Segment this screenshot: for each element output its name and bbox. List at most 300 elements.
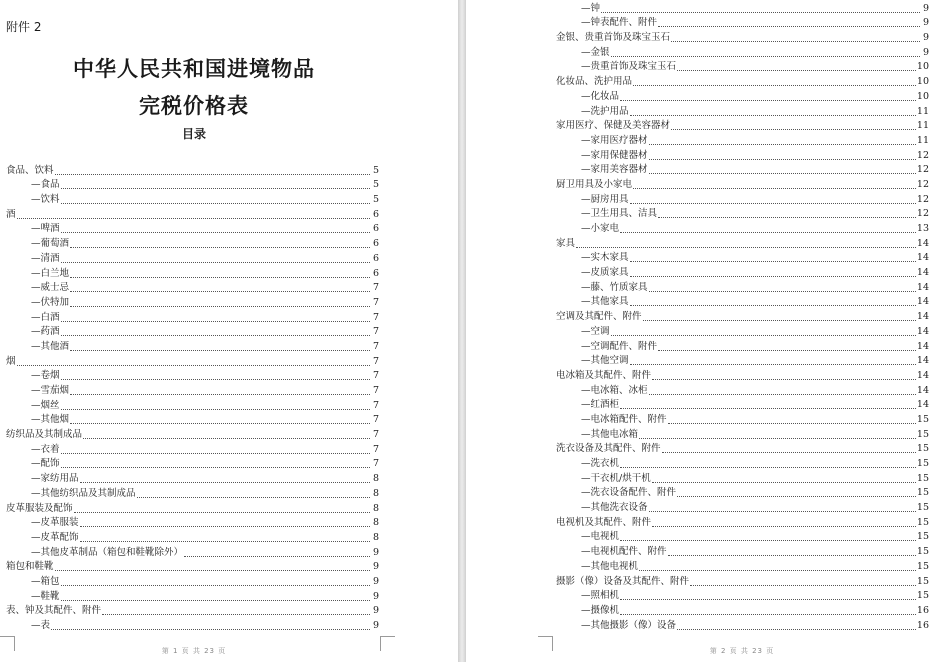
toc-dot-leader <box>620 232 916 233</box>
toc-entry[interactable] <box>556 309 929 324</box>
toc-entry-label: 烟 <box>6 355 16 367</box>
toc-entry[interactable] <box>556 574 929 589</box>
toc-subentry[interactable] <box>6 383 379 398</box>
toc-dot-leader <box>611 335 916 336</box>
toc-subentry[interactable] <box>556 456 929 471</box>
toc-entry-label: —药酒 <box>31 326 60 338</box>
toc-page-number: 14 <box>916 237 929 249</box>
toc-entry-label: 厨卫用具及小家电 <box>556 178 633 190</box>
toc-dot-leader <box>620 467 916 468</box>
toc-subentry[interactable] <box>556 559 929 574</box>
toc-dot-leader <box>668 423 916 424</box>
toc-dot-leader <box>61 409 370 410</box>
toc-subentry[interactable] <box>6 295 379 310</box>
document-title-line1: 中华人民共和国进境物品 <box>73 57 315 81</box>
toc-page-number: 15 <box>916 531 929 543</box>
toc-page-number: 7 <box>372 311 379 323</box>
toc-subentry[interactable] <box>556 471 929 486</box>
toc-entry-label: —其他摄影（像）设备 <box>581 619 677 631</box>
toc-page-number: 14 <box>916 355 929 367</box>
toc-entry-label: —其他烟 <box>31 414 70 426</box>
toc-dot-leader <box>70 423 370 424</box>
toc-entry-label: —洗衣机 <box>581 458 620 469</box>
toc-entry-label: —其他电冰箱 <box>581 428 639 440</box>
toc-entry-label: —皮革配饰 <box>31 531 79 543</box>
toc-page-number: 6 <box>372 208 379 220</box>
page-corner-mark <box>0 636 15 651</box>
toc-subentry[interactable] <box>556 89 929 104</box>
toc-entry-label: 金银、贵重首饰及珠宝玉石 <box>556 32 671 44</box>
toc-entry-label: 摄影（像）设备及其配件、附件 <box>556 575 690 587</box>
toc-subentry[interactable] <box>6 471 379 486</box>
toc-entry-label: 酒 <box>6 208 16 220</box>
toc-dot-leader <box>61 203 370 204</box>
toc-entry-label: —照相机 <box>581 590 620 602</box>
page-footer: 第 1 页 共 23 页 <box>161 647 227 655</box>
toc-page-number: 14 <box>916 252 929 264</box>
toc-entry-label: —其他纺织品及其制成品 <box>31 487 136 499</box>
toc-dot-leader <box>70 394 370 395</box>
toc-page-number: 15 <box>916 413 929 425</box>
toc-entry-label: 家具 <box>556 237 576 249</box>
toc-page-number: 9 <box>922 46 929 58</box>
toc-entry-label: —金银 <box>581 46 610 58</box>
toc-entry[interactable] <box>556 236 929 251</box>
toc-dot-leader <box>639 438 916 439</box>
toc-entry-label: —表 <box>31 620 51 631</box>
toc-entry-label: —其他电视机 <box>581 560 639 572</box>
toc-page-number: 7 <box>372 414 379 426</box>
toc-dot-leader <box>630 305 916 306</box>
toc-dot-leader <box>80 482 370 483</box>
toc-page-number: 7 <box>372 296 379 308</box>
toc-page-number: 12 <box>916 164 929 176</box>
toc-dot-leader <box>17 365 370 366</box>
toc-subentry[interactable] <box>556 618 929 633</box>
toc-dot-leader <box>61 467 370 468</box>
toc-dot-leader <box>17 218 370 219</box>
attachment-label: 附件 2 <box>6 20 42 34</box>
toc-entry-label: —电冰箱、冰柜 <box>581 384 648 396</box>
toc-page-number: 14 <box>916 267 929 279</box>
toc-page-number: 10 <box>916 90 929 102</box>
toc-subentry[interactable] <box>6 398 379 413</box>
page-footer: 第 2 页 共 23 页 <box>709 647 775 655</box>
toc-dot-leader <box>649 144 916 145</box>
toc-entry-label: 箱包和鞋靴 <box>6 561 54 573</box>
toc-dot-leader <box>630 115 916 116</box>
toc-subentry[interactable] <box>6 457 379 472</box>
toc-entry-label: —雪茄烟 <box>31 385 70 396</box>
document-page-1 <box>0 0 458 662</box>
toc-page-number: 9 <box>372 575 379 587</box>
toc-entry-label: —洗护用品 <box>581 105 629 117</box>
toc-dot-leader <box>649 291 916 292</box>
toc-dot-leader <box>70 277 370 278</box>
toc-subentry[interactable] <box>6 369 379 384</box>
toc-subentry[interactable] <box>6 236 379 251</box>
toc-subentry[interactable] <box>6 251 379 266</box>
toc-dot-leader <box>658 26 920 27</box>
toc-page-number: 10 <box>916 76 929 88</box>
toc-entry-label: —葡萄酒 <box>31 238 70 250</box>
toc-page-number: 9 <box>372 590 379 602</box>
toc-entry-label: —家用保健器材 <box>581 149 648 161</box>
toc-entry[interactable] <box>6 354 379 369</box>
toc-dot-leader <box>611 56 920 57</box>
toc-entry-label: —电冰箱配件、附件 <box>581 413 667 425</box>
toc-subentry[interactable] <box>6 574 379 589</box>
toc-entry[interactable] <box>556 177 929 192</box>
toc-page-number: 12 <box>916 193 929 205</box>
toc-entry-label: —食品 <box>31 179 60 191</box>
toc-entry[interactable] <box>6 163 379 178</box>
toc-dot-leader <box>620 599 916 600</box>
toc-dot-leader <box>633 85 916 86</box>
toc-entry-label: —啤酒 <box>31 223 60 235</box>
toc-page-number: 15 <box>916 458 929 469</box>
toc-subentry[interactable] <box>6 192 379 207</box>
toc-page-number: 7 <box>372 370 379 382</box>
toc-subentry[interactable] <box>556 295 929 310</box>
toc-subentry[interactable] <box>6 339 379 354</box>
toc-entry[interactable] <box>556 119 929 134</box>
toc-page-number: 15 <box>916 546 929 558</box>
toc-dot-leader <box>80 526 370 527</box>
toc-entry-label: 食品、饮料 <box>6 164 54 176</box>
toc-subentry[interactable] <box>556 207 929 222</box>
toc-page-number: 15 <box>916 575 929 587</box>
toc-dot-leader <box>633 188 916 189</box>
page-corner-mark <box>380 636 395 651</box>
toc-page-number: 5 <box>372 194 379 206</box>
toc-page-number: 15 <box>916 443 929 455</box>
toc-page-number: 14 <box>916 325 929 337</box>
toc-subentry[interactable] <box>6 281 379 296</box>
toc-subentry[interactable] <box>556 398 929 413</box>
toc-subentry[interactable] <box>556 486 929 501</box>
table-of-contents-page2 <box>556 1 929 633</box>
toc-dot-leader <box>662 452 916 453</box>
toc-entry-label: —家用医疗器材 <box>581 134 648 146</box>
toc-entry[interactable] <box>556 74 929 89</box>
toc-entry-label: 表、钟及其配件、附件 <box>6 605 102 617</box>
toc-subentry[interactable] <box>6 325 379 340</box>
toc-subentry[interactable] <box>6 545 379 560</box>
toc-dot-leader <box>61 585 370 586</box>
toc-entry[interactable] <box>556 442 929 457</box>
toc-entry[interactable] <box>6 560 379 575</box>
toc-dot-leader <box>620 408 916 409</box>
toc-entry-label: —卫生用具、洁具 <box>581 208 658 220</box>
toc-subentry[interactable] <box>6 530 379 545</box>
toc-entry[interactable] <box>556 515 929 530</box>
toc-entry-label: —威士忌 <box>31 282 70 294</box>
toc-entry-label: —配饰 <box>31 458 60 470</box>
toc-page-number: 9 <box>922 32 929 44</box>
toc-entry-label: —实木家具 <box>581 252 629 264</box>
toc-dot-leader <box>61 453 370 454</box>
toc-entry-label: —空调 <box>581 325 610 337</box>
toc-entry-label: —红酒柜 <box>581 399 620 411</box>
toc-page-number: 7 <box>372 458 379 470</box>
toc-entry-label: —伏特加 <box>31 296 70 308</box>
toc-dot-leader <box>652 379 916 380</box>
toc-entry-label: —家用美容器材 <box>581 164 648 176</box>
toc-page-number: 7 <box>372 429 379 441</box>
toc-entry[interactable] <box>6 501 379 516</box>
toc-dot-leader <box>61 600 370 601</box>
toc-page-number: 9 <box>372 620 379 631</box>
toc-entry[interactable] <box>556 368 929 383</box>
toc-entry-label: 纺织品及其制成品 <box>6 429 83 441</box>
toc-subentry[interactable] <box>556 60 929 75</box>
toc-subentry[interactable] <box>6 442 379 457</box>
toc-subentry[interactable] <box>556 133 929 148</box>
toc-subentry[interactable] <box>6 486 379 501</box>
toc-dot-leader <box>658 217 916 218</box>
toc-entry-label: —卷烟 <box>31 370 60 382</box>
toc-page-number: 7 <box>372 443 379 455</box>
toc-dot-leader <box>61 232 370 233</box>
toc-entry-label: —皮质家具 <box>581 267 629 279</box>
toc-dot-leader <box>55 174 370 175</box>
toc-entry-label: —清酒 <box>31 252 60 264</box>
toc-entry-label: —化妆品 <box>581 90 620 102</box>
toc-page-number: 15 <box>916 502 929 514</box>
toc-subentry[interactable] <box>556 324 929 339</box>
toc-dot-leader <box>70 306 370 307</box>
toc-entry[interactable] <box>6 604 379 619</box>
toc-page-number: 6 <box>372 238 379 250</box>
toc-subentry[interactable] <box>556 1 929 16</box>
toc-entry-label: —白酒 <box>31 311 60 323</box>
toc-entry-label: 化妆品、洗护用品 <box>556 76 633 88</box>
toc-entry-label: —其他家具 <box>581 296 629 308</box>
toc-page-number: 14 <box>916 369 929 381</box>
toc-entry-label: —箱包 <box>31 575 60 587</box>
toc-entry-label: —皮革服装 <box>31 517 79 529</box>
toc-page-number: 11 <box>916 134 929 146</box>
toc-page-number: 8 <box>372 531 379 543</box>
toc-page-number: 7 <box>372 385 379 396</box>
toc-entry-label: —钟 <box>581 2 601 14</box>
toc-entry-label: —其他空调 <box>581 355 629 367</box>
toc-dot-leader <box>677 70 916 71</box>
toc-heading: 目录 <box>181 127 206 141</box>
toc-subentry[interactable] <box>556 383 929 398</box>
toc-page-number: 15 <box>916 590 929 602</box>
toc-page-number: 6 <box>372 267 379 279</box>
toc-subentry[interactable] <box>556 104 929 119</box>
toc-dot-leader <box>658 350 916 351</box>
table-of-contents-page1 <box>6 163 379 633</box>
toc-page-number: 5 <box>372 179 379 191</box>
toc-page-number: 15 <box>916 560 929 572</box>
toc-entry-label: —钟表配件、附件 <box>581 17 658 29</box>
toc-subentry[interactable] <box>6 589 379 604</box>
toc-dot-leader <box>184 556 370 557</box>
toc-subentry[interactable] <box>6 222 379 237</box>
toc-dot-leader <box>102 614 370 615</box>
toc-dot-leader <box>70 291 370 292</box>
toc-page-number: 15 <box>916 516 929 528</box>
document-title-line2: 完税价格表 <box>139 94 249 118</box>
toc-dot-leader <box>643 320 916 321</box>
toc-entry-label: —家纺用品 <box>31 473 79 485</box>
toc-dot-leader <box>576 247 916 248</box>
toc-page-number: 9 <box>372 561 379 573</box>
toc-subentry[interactable] <box>556 603 929 618</box>
toc-page-number: 14 <box>916 311 929 323</box>
page-corner-mark <box>538 636 553 651</box>
toc-dot-leader <box>601 12 920 13</box>
toc-subentry[interactable] <box>556 163 929 178</box>
toc-subentry[interactable] <box>6 266 379 281</box>
toc-dot-leader <box>639 570 916 571</box>
toc-page-number: 13 <box>916 223 929 234</box>
toc-page-number: 7 <box>372 355 379 367</box>
toc-entry-label: —空调配件、附件 <box>581 340 658 352</box>
toc-entry-label: —饮料 <box>31 194 60 206</box>
toc-dot-leader <box>61 188 370 189</box>
toc-entry-label: —小家电 <box>581 223 620 234</box>
toc-entry-label: —电视机配件、附件 <box>581 546 667 558</box>
toc-dot-leader <box>649 159 916 160</box>
toc-subentry[interactable] <box>556 280 929 295</box>
toc-subentry[interactable] <box>556 427 929 442</box>
toc-dot-leader <box>630 203 916 204</box>
toc-page-number: 12 <box>916 178 929 190</box>
toc-dot-leader <box>51 629 370 630</box>
toc-dot-leader <box>652 526 916 527</box>
toc-entry-label: —衣着 <box>31 443 60 455</box>
toc-dot-leader <box>83 438 370 439</box>
toc-dot-leader <box>70 247 370 248</box>
toc-dot-leader <box>61 379 370 380</box>
toc-page-number: 14 <box>916 296 929 308</box>
toc-entry[interactable] <box>6 427 379 442</box>
toc-entry-label: —贵重首饰及珠宝玉石 <box>581 61 677 73</box>
toc-dot-leader <box>620 540 916 541</box>
toc-dot-leader <box>671 41 920 42</box>
toc-dot-leader <box>671 129 916 130</box>
toc-page-number: 14 <box>916 340 929 352</box>
toc-page-number: 6 <box>372 223 379 235</box>
toc-dot-leader <box>677 629 916 630</box>
toc-dot-leader <box>690 585 916 586</box>
toc-subentry[interactable] <box>556 544 929 559</box>
toc-dot-leader <box>649 394 916 395</box>
toc-subentry[interactable] <box>556 251 929 266</box>
toc-page-number: 9 <box>922 2 929 14</box>
toc-subentry[interactable] <box>556 339 929 354</box>
toc-page-number: 8 <box>372 502 379 514</box>
toc-page-number: 6 <box>372 252 379 264</box>
toc-subentry[interactable] <box>556 192 929 207</box>
toc-subentry[interactable] <box>556 265 929 280</box>
toc-page-number: 14 <box>916 384 929 396</box>
toc-dot-leader <box>677 496 916 497</box>
toc-subentry[interactable] <box>556 589 929 604</box>
toc-entry-label: 皮革服装及配饰 <box>6 502 73 514</box>
toc-entry-label: 空调及其配件、附件 <box>556 311 642 323</box>
toc-entry-label: —摄像机 <box>581 604 620 616</box>
toc-subentry[interactable] <box>6 178 379 193</box>
toc-page-number: 8 <box>372 487 379 499</box>
toc-subentry[interactable] <box>556 354 929 369</box>
toc-dot-leader <box>137 497 370 498</box>
toc-dot-leader <box>630 261 916 262</box>
document-page-2 <box>466 0 934 662</box>
toc-page-number: 15 <box>916 472 929 484</box>
toc-entry-label: 洗衣设备及其配件、附件 <box>556 443 661 455</box>
toc-page-number: 12 <box>916 208 929 220</box>
toc-subentry[interactable] <box>556 500 929 515</box>
toc-page-number: 8 <box>372 517 379 529</box>
toc-subentry[interactable] <box>556 221 929 236</box>
toc-entry[interactable] <box>6 207 379 222</box>
toc-subentry[interactable] <box>556 45 929 60</box>
toc-page-number: 7 <box>372 282 379 294</box>
toc-page-number: 16 <box>916 604 929 616</box>
toc-subentry[interactable] <box>6 310 379 325</box>
toc-dot-leader <box>74 512 370 513</box>
toc-page-number: 9 <box>922 17 929 29</box>
toc-entry-label: —烟丝 <box>31 399 60 411</box>
toc-dot-leader <box>620 100 916 101</box>
toc-dot-leader <box>61 321 370 322</box>
toc-subentry[interactable] <box>6 413 379 428</box>
toc-entry-label: —洗衣设备配件、附件 <box>581 487 677 499</box>
toc-subentry[interactable] <box>556 148 929 163</box>
toc-page-number: 5 <box>372 164 379 176</box>
toc-dot-leader <box>630 276 916 277</box>
toc-entry-label: —白兰地 <box>31 267 70 279</box>
toc-dot-leader <box>649 173 916 174</box>
toc-entry-label: 电视机及其配件、附件 <box>556 516 652 528</box>
toc-dot-leader <box>630 364 916 365</box>
toc-dot-leader <box>649 511 916 512</box>
toc-entry-label: —厨房用具 <box>581 193 629 205</box>
toc-page-number: 9 <box>372 605 379 617</box>
toc-entry-label: —其他酒 <box>31 340 70 352</box>
toc-page-number: 10 <box>916 61 929 73</box>
toc-subentry[interactable] <box>556 16 929 31</box>
toc-dot-leader <box>668 555 916 556</box>
toc-dot-leader <box>61 335 370 336</box>
toc-subentry[interactable] <box>6 516 379 531</box>
toc-dot-leader <box>620 614 916 615</box>
toc-page-number: 8 <box>372 473 379 485</box>
toc-entry[interactable] <box>556 30 929 45</box>
toc-subentry[interactable] <box>556 412 929 427</box>
toc-page-number: 11 <box>916 120 929 132</box>
toc-page-number: 7 <box>372 399 379 411</box>
toc-subentry[interactable] <box>556 530 929 545</box>
toc-dot-leader <box>652 482 916 483</box>
toc-page-number: 9 <box>372 546 379 558</box>
toc-dot-leader <box>55 570 370 571</box>
toc-subentry[interactable] <box>6 618 379 633</box>
toc-page-number: 16 <box>916 619 929 631</box>
toc-page-number: 7 <box>372 326 379 338</box>
toc-entry-label: —干衣机/烘干机 <box>581 472 651 484</box>
toc-entry-label: 电冰箱及其配件、附件 <box>556 369 652 381</box>
toc-entry-label: 家用医疗、保健及美容器材 <box>556 120 671 132</box>
toc-page-number: 15 <box>916 428 929 440</box>
toc-entry-label: —电视机 <box>581 531 620 543</box>
